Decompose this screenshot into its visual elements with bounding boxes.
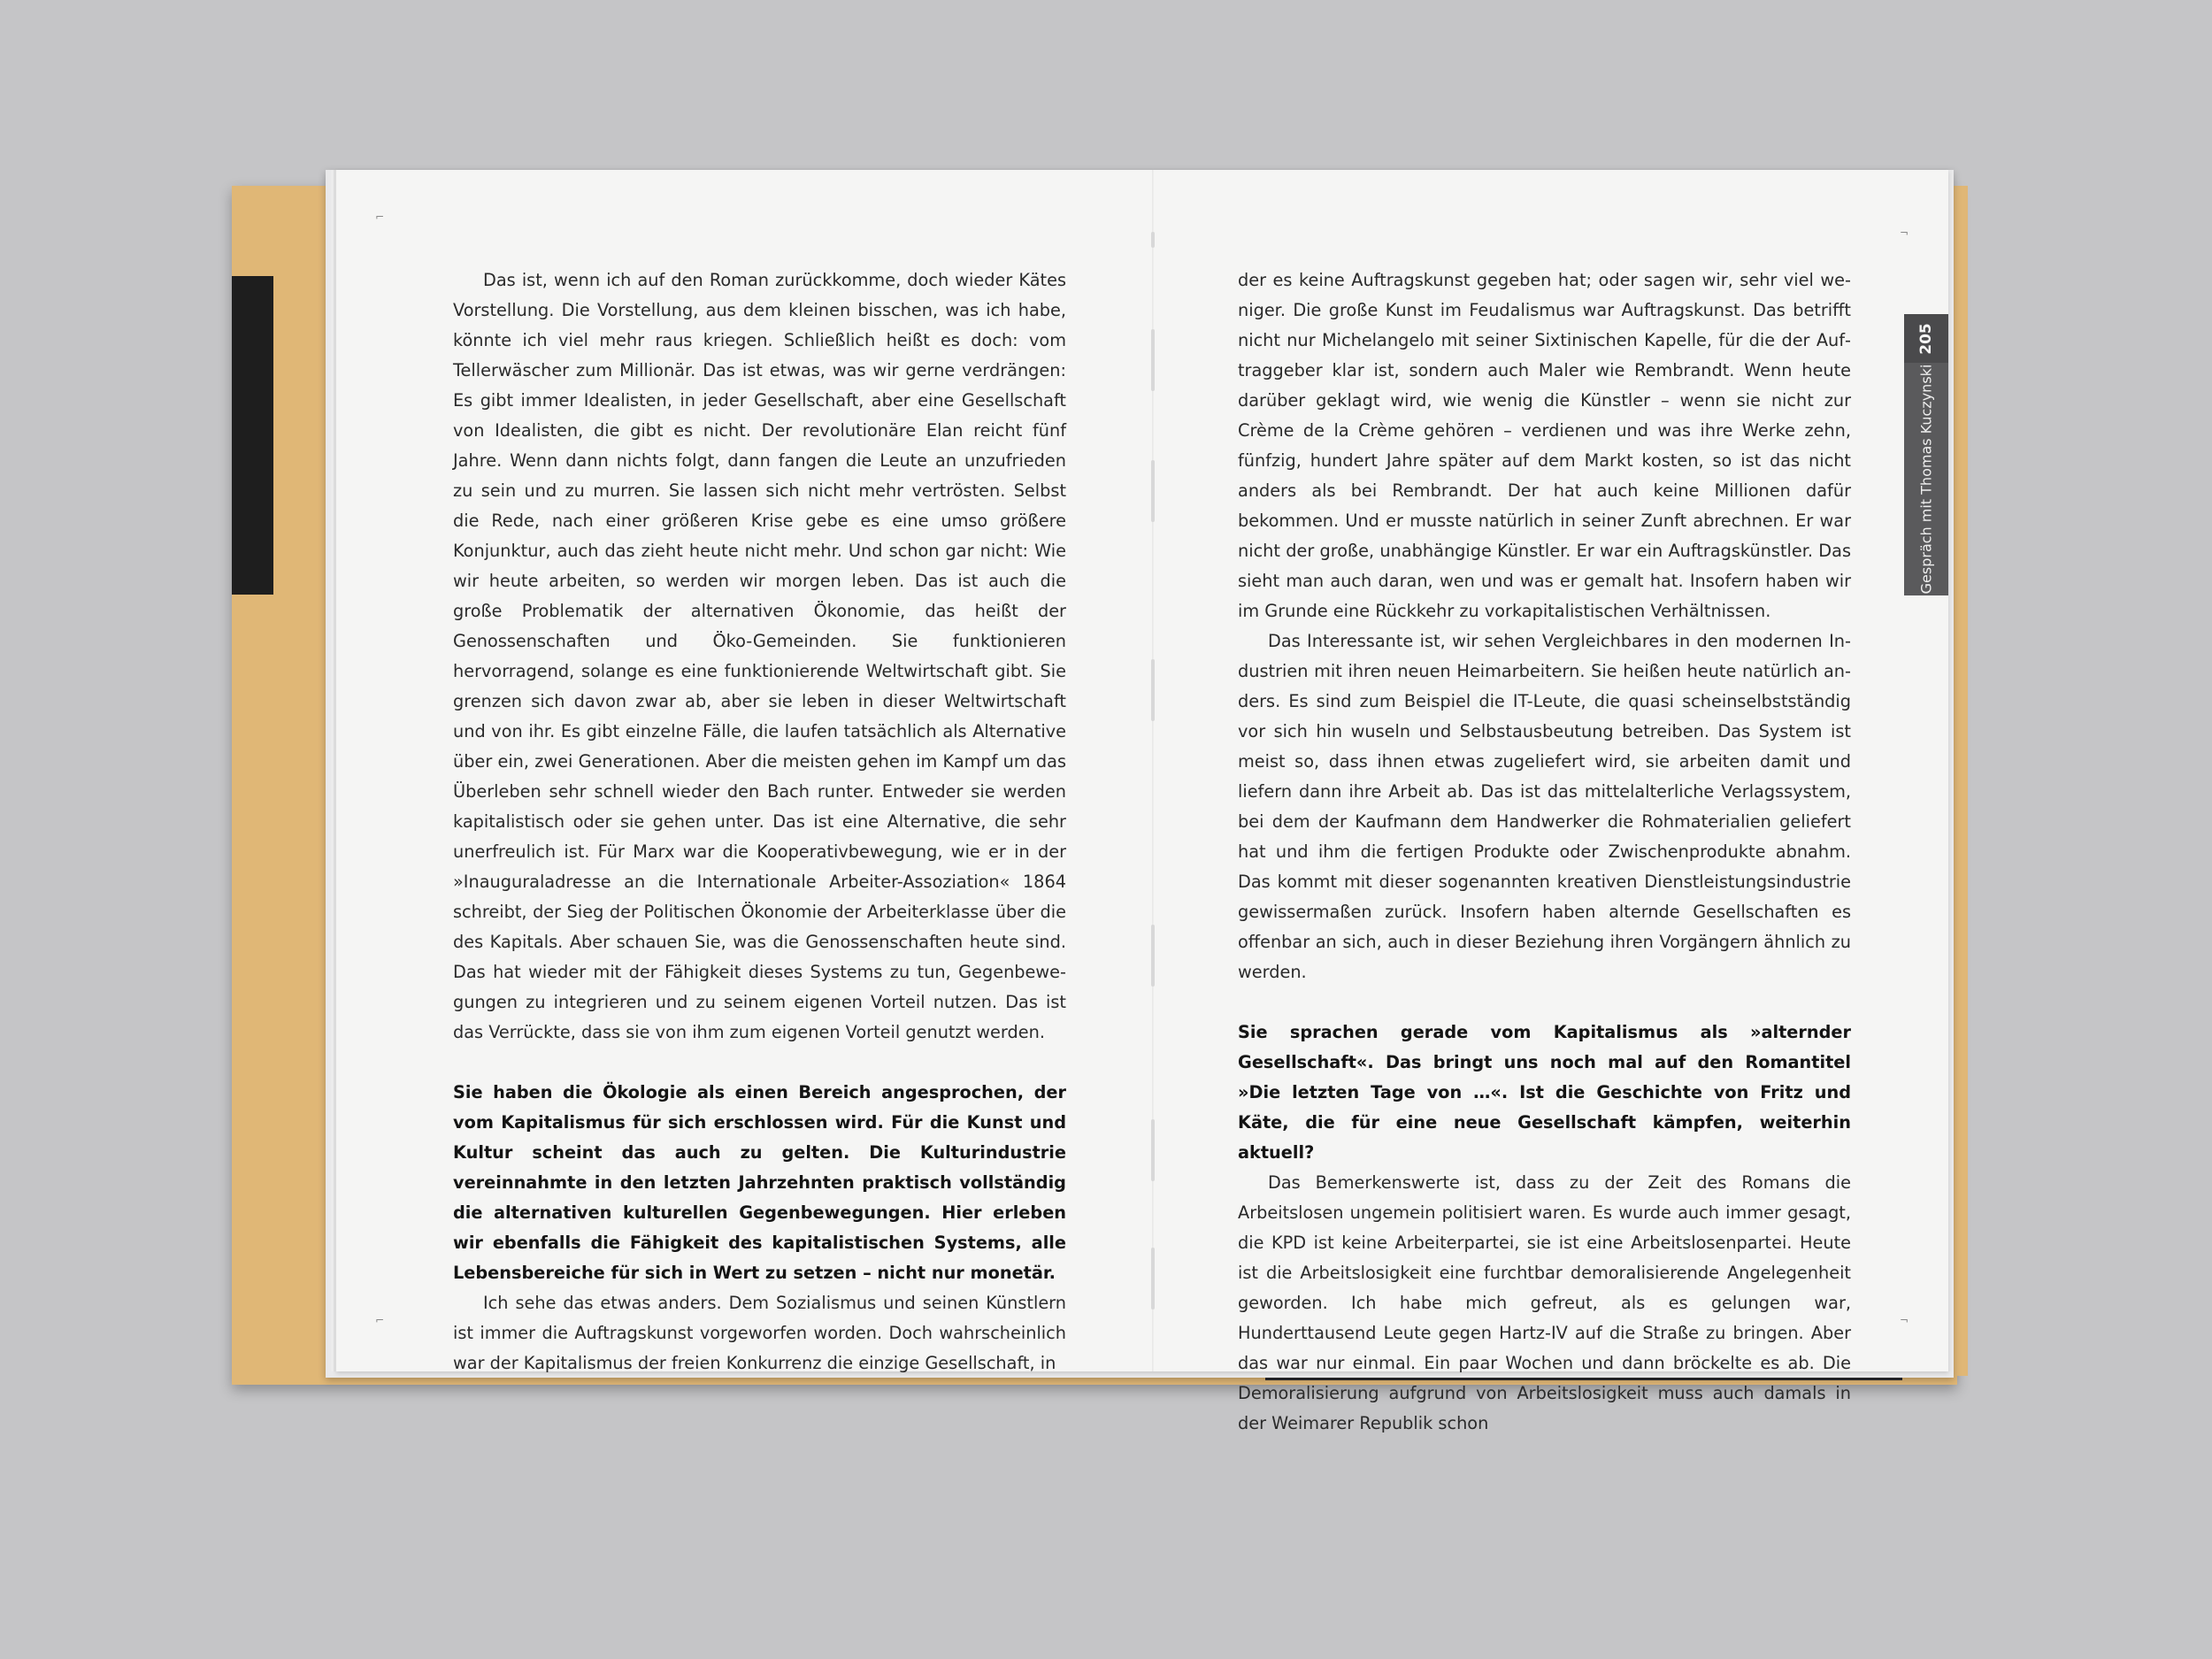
crop-mark-icon: ⌐	[375, 211, 385, 223]
stitch	[1151, 659, 1155, 721]
stitch	[1151, 1248, 1155, 1310]
stitch	[1151, 1119, 1155, 1181]
paragraph: Das ist, wenn ich auf den Roman zurückkomme, doch wieder Kätes Vorstellung. Die Vorstellung, aus dem kleinen bisschen, was ich habe, könnte ich viel mehr raus kriegen. Schließlich heißt es doch: vom Tellerwäscher zum Millionär. Das ist etwas, was wir gerne verdrängen: Es gibt immer Idealisten, in jeder Gesellschaft, aber eine Gesellschaft von Idealisten, die gibt es nicht. Der revolutionäre Elan reicht fünf Jahre. Wenn dann nichts folgt, dann fangen die Leute an unzufrieden zu sein und zu murren. Sie lassen sich nicht mehr vertrösten. Selbst die Rede, nach einer größeren Krise gebe es eine umso größere Konjunktur, auch das zieht heute nicht mehr. Und schon gar nicht: Wie wir heute arbeiten, so werden wir morgen leben. Das ist auch die große Problematik der alternativen Ökonomie, das heißt der Genossenschaften und Öko-Gemeinden. Sie funktionieren hervorragend, solange es eine funktionierende Weltwirtschaft gibt. Sie grenzen sich davon zwar ab, aber sie leben in dieser Weltwirtschaft und von ihr. Es gibt einzelne Fälle, die laufen tatsächlich als Alternative über ein, zwei Generationen. Aber die meisten gehen im Kampf um das Überleben sehr schnell wieder den Bach runter. Entweder sie werden kapitalistisch oder sie gehen unter. Das ist eine Alternative, die sehr unerfreulich ist. Für Marx war die Kooperativbewegung, wie er in der »Inauguraladresse an die Internationale Arbeiter-Assoziation« 1864 schreibt, der Sieg der Politischen Ökonomie der Arbeiterklasse über die des Kapitals. Aber schauen Sie, was die Genossenschaften heute sind. Das hat wieder mit der Fähigkeit dieses Systems zu tun, Gegenbewegungen zu integrieren und zu seinem eigenen Vorteil nutzen. Das ist das Verrückte, dass sie von ihm zum eigenen Vorteil genutzt werden.	[453, 270, 1066, 1042]
stitch	[1151, 460, 1155, 522]
right-page-column	[1238, 265, 1851, 1439]
running-head	[1904, 363, 1948, 595]
interview-question: Sie haben die Ökologie als einen Bereich angesprochen, der vom Kapitalismus für sich erschlossen wird. Für die Kunst und Kultur scheint das auch zu gelten. Die Kulturindustrie vereinnahmte in den letzten Jahrzehnten praktisch vollständig die alternativen kulturellen Gegenbewegungen. Hier erleben wir ebenfalls die Fähigkeit des kapitalistischen Systems, alle Lebensbereiche für sich in Wert zu setzen – nicht nur monetär.	[453, 1082, 1066, 1283]
crop-mark-icon: ¬	[1900, 1314, 1909, 1326]
running-head-text: Gespräch mit Thomas Kuczynski	[1917, 364, 1935, 595]
crop-mark-icon: ¬	[1900, 227, 1909, 239]
paragraph: der es keine Auftragskunst gegeben hat; oder sagen wir, sehr viel weniger. Die große Kunst im Feudalismus war Auftragskunst. Das betrifft nicht nur Michelangelo mit seiner Sixtinischen Kapelle, für die der Auftraggeber klar ist, sondern auch Maler wie Rembrandt. Wenn heute darüber geklagt wird, wie wenig die Künstler – wenn sie nicht zur Crème de la Crème gehören – verdienen und was ihre Werke zehn, fünfzig, hundert Jahre später auf dem Markt kosten, so ist das nicht anders als bei Rembrandt. Der hat auch keine Millionen dafür bekommen. Und er musste natürlich in seiner Zunft abrechnen. Er war nicht der große, unabhängige Künstler. Er war ein Auftragskünstler. Das sieht man auch daran, wen und was er gemalt hat. Insofern haben wir im Grunde eine Rückkehr zu vorkapitalistischen Verhältnissen.	[1238, 270, 1851, 621]
paragraph: Ich sehe das etwas anders. Dem Sozialismus und seinen Künstlern ist immer die Auftragskunst vorgeworfen worden. Doch wahrscheinlich war der Kapitalismus der freien Konkurrenz die einzige Gesellschaft, in	[453, 1293, 1066, 1373]
page-number-text: 205	[1917, 322, 1935, 355]
stitch	[1151, 925, 1155, 987]
stitch	[1151, 232, 1155, 248]
paragraph: Das Bemerkenswerte ist, dass zu der Zeit des Romans die Arbeitslosen ungemein politisiert waren. Es wurde auch immer gesagt, die KPD ist keine Arbeiterpartei, sie ist eine Arbeitslosenpartei. Heute ist die Arbeitslosigkeit eine furchtbar demoralisierende Angelegenheit geworden. Ich habe mich gefreut, als es gelungen war, Hunderttausend Leute gegen Hartz-IV auf die Straße zu bringen. Aber das war nur einmal. Ein paar Wochen und dann bröckelte es ab. Die Demoralisierung aufgrund von Arbeitslosigkeit muss auch damals in der Weimarer Republik schon	[1238, 1172, 1851, 1433]
crop-mark-icon: ⌐	[375, 1314, 385, 1326]
page-number	[1904, 314, 1948, 363]
paragraph: Das Interessante ist, wir sehen Vergleichbares in den modernen Industrien mit ihren neuen Heimarbeitern. Sie heißen heute natürlich anders. Es sind zum Beispiel die IT-Leute, die quasi scheinselbstständig vor sich hin wuseln und Selbstausbeutung betreiben. Das System ist meist so, dass ihnen etwas zugeliefert wird, sie arbeiten damit und liefern dann ihre Arbeit ab. Das ist das mittelalterliche Verlagssystem, bei dem der Kaufmann dem Handwerker die Rohmaterialien geliefert hat und ihm die fertigen Produkte oder Zwischenprodukte abnahm. Das kommt mit dieser sogenannten kreativen Dienstleistungsindustrie gewissermaßen zurück. Insofern haben alternde Gesellschaften es offenbar an sich, auch in dieser Beziehung ihren Vorgängern ähnlich zu werden.	[1238, 631, 1851, 982]
interview-question: Sie sprachen gerade vom Kapitalismus als »alternder Gesellschaft«. Das bringt uns noch mal auf den Romantitel »Die letzten Tage von …«. Ist die Geschichte von Fritz und Käte, die für eine neue Gesellschaft kämpfen, weiterhin aktuell?	[1238, 1022, 1851, 1163]
cover-black-strip	[232, 276, 273, 595]
left-page-column	[453, 265, 1066, 1379]
stitch	[1151, 329, 1155, 391]
